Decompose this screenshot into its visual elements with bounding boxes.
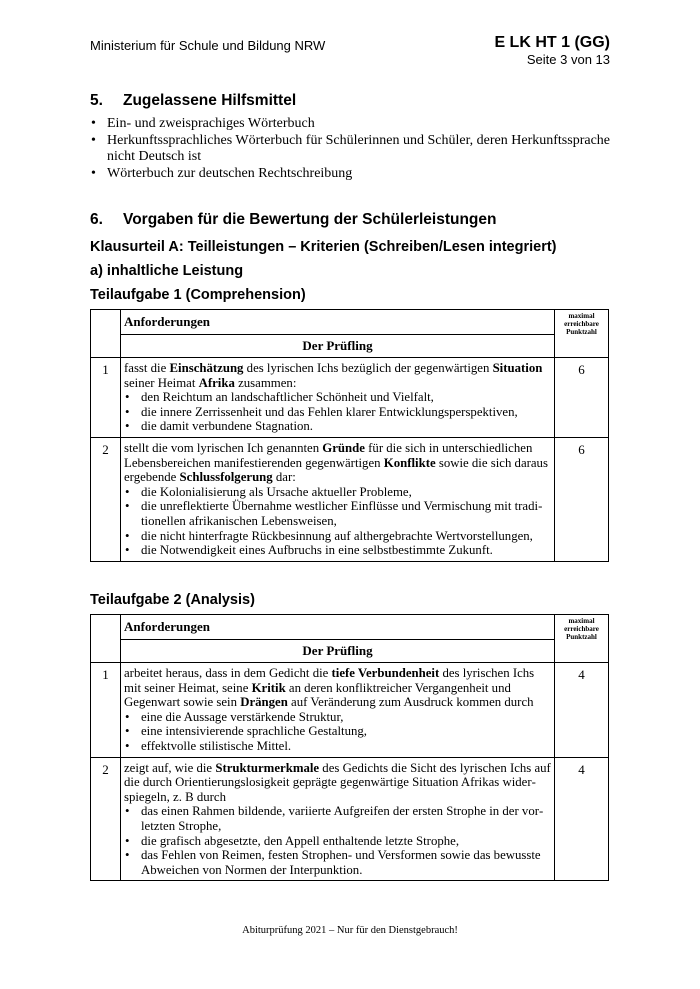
row-number: 1: [91, 663, 121, 758]
list-item: • die nicht hinterfragte Rückbesinnung auf althergebrachte Wertvorstellungen,: [124, 529, 551, 544]
table-row: [91, 437, 609, 561]
table-header-row: [91, 615, 609, 640]
list-item: • die grafisch abgesetzte, den Appell enthaltende letzte Strophe,: [124, 834, 551, 849]
candidate-header: Der Prüfling: [121, 335, 555, 358]
list-item: • eine intensivierende sprachliche Gestaltung,: [124, 724, 551, 739]
row-text: stellt die vom lyrischen Ich genannten Gründe für die sich in unterschiedlichen Lebensbereichen manifestierenden gegenwärtigen Konflikte sowie die sich daraus ergebende Schlussfolgerung dar: • die Kolonialisierung als Ursache aktueller Probleme, • die unreflektierte Übernahme westlicher Einflüsse und Vermischung mit traditionellen afrikanischen Lebensweisen, • die nicht hinterfragte Rückbesinnung auf althergebrachte Wertvorstellungen, • die Notwendigkeit eines Aufbruchs in eine selbstbestimmte Zukunft.: [121, 437, 555, 561]
exam-code: E LK HT 1 (GG): [494, 34, 610, 51]
row-number: 2: [91, 757, 121, 881]
part-a-heading: Klausurteil A: Teilleistungen – Kriterien (Schreiben/Lesen integriert): [90, 239, 557, 255]
header-right: [494, 34, 610, 68]
table-subheader-row: [91, 640, 609, 663]
table-subheader-row: [91, 335, 609, 358]
list-item: • Wörterbuch zur deutschen Rechtschreibung: [90, 166, 610, 183]
table-row: [91, 757, 609, 881]
list-item: • die unreflektierte Übernahme westlicher Einflüsse und Vermischung mit traditionellen afrikanischen Lebensweisen,: [124, 499, 551, 528]
max-points-header: maximal erreichbare Punktzahl: [555, 615, 609, 663]
candidate-header: Der Prüfling: [121, 640, 555, 663]
section-5-title: Zugelassene Hilfsmittel: [123, 92, 297, 109]
page-number: Seite 3 von 13: [526, 52, 610, 67]
row-number: 1: [91, 358, 121, 438]
row-text: zeigt auf, wie die Strukturmerkmale des Gedichts die Sicht des lyrischen Ichs auf die durch Orientierungslosigkeit geprägte gegenwärtige Situation Afrikas widerspiegeln, z. B durch • das einen Rahmen bildende, variierte Aufgreifen der ersten Strophe in der vorletzten Strophe, • die grafisch abgesetzte, den Appell enthaltende letzte Strophe, • das Fehlen von Reimen, festen Strophen- und Versformen sowie das bewusste Abweichen von Normen der Interpunktion.: [121, 757, 555, 881]
section-6-heading: [90, 211, 497, 229]
section-6-number: 6.: [90, 211, 103, 228]
row-number: 2: [91, 437, 121, 561]
row-points: 4: [555, 757, 609, 881]
row-bullets: [124, 485, 551, 558]
row-points: 4: [555, 663, 609, 758]
list-item: • Ein- und zweisprachiges Wörterbuch: [90, 116, 610, 133]
row-bullets: [124, 804, 551, 877]
aids-list: [90, 116, 610, 182]
list-item: • das einen Rahmen bildende, variierte Aufgreifen der ersten Strophe in der vorletzten Strophe,: [124, 804, 551, 833]
task-2-title: Teilaufgabe 2 (Analysis): [90, 592, 255, 608]
row-points: 6: [555, 358, 609, 438]
list-item: • die damit verbundene Stagnation.: [124, 419, 551, 434]
header-ministry: Ministerium für Schule und Bildung NRW: [90, 38, 326, 53]
section-5-heading: [90, 92, 296, 110]
list-item: • das Fehlen von Reimen, festen Strophen- und Versformen sowie das bewusste Abweichen von Normen der Interpunktion.: [124, 848, 551, 877]
row-bullets: [124, 710, 551, 754]
row-text: fasst die Einschätzung des lyrischen Ichs bezüglich der gegenwärtigen Situation seiner Heimat Afrika zusammen: • den Reichtum an landschaftlicher Schönheit und Vielfalt, • die innere Zerrissenheit und das Fehlen klarer Entwicklungsperspektiven, • die damit verbundene Stagnation.: [121, 358, 555, 438]
section-5-number: 5.: [90, 92, 103, 109]
max-points-header: maximal erreichbare Punktzahl: [555, 310, 609, 358]
row-points: 6: [555, 437, 609, 561]
table-row: [91, 663, 609, 758]
list-item: • die Kolonialisierung als Ursache aktueller Probleme,: [124, 485, 551, 500]
content-heading: a) inhaltliche Leistung: [90, 263, 244, 279]
list-item: • eine die Aussage verstärkende Struktur,: [124, 710, 551, 725]
row-text: arbeitet heraus, dass in dem Gedicht die tiefe Verbundenheit des lyrischen Ichs mit seiner Heimat, seine Kritik an deren konfliktreicher Vergangenheit und Gegenwart sowie sein Drängen auf Veränderung zum Ausdruck kommen durch • eine die Aussage verstärkende Struktur, • eine intensivierende sprachliche Gestaltung, • effektvolle stilistische Mittel.: [121, 663, 555, 758]
task-2-table: [90, 614, 609, 881]
task-1-title: Teilaufgabe 1 (Comprehension): [90, 287, 306, 303]
header-empty-cell: [91, 310, 121, 358]
task-1-table: [90, 309, 609, 562]
section-6-title: Vorgaben für die Bewertung der Schülerleistungen: [123, 211, 497, 228]
list-item: • die Notwendigkeit eines Aufbruchs in eine selbstbestimmte Zukunft.: [124, 543, 551, 558]
header-empty-cell: [91, 615, 121, 663]
list-item: • Herkunftssprachliches Wörterbuch für Schülerinnen und Schüler, deren Herkunftssprache nicht Deutsch ist: [90, 133, 610, 166]
requirements-header: Anforderungen: [121, 310, 555, 335]
list-item: • effektvolle stilistische Mittel.: [124, 739, 551, 754]
row-bullets: [124, 390, 551, 434]
list-item: • den Reichtum an landschaftlicher Schönheit und Vielfalt,: [124, 390, 551, 405]
list-item: • die innere Zerrissenheit und das Fehlen klarer Entwicklungsperspektiven,: [124, 405, 551, 420]
table-header-row: [91, 310, 609, 335]
requirements-header: Anforderungen: [121, 615, 555, 640]
footer-notice: Abiturprüfung 2021 – Nur für den Dienstgebrauch!: [242, 925, 458, 936]
table-row: [91, 358, 609, 438]
